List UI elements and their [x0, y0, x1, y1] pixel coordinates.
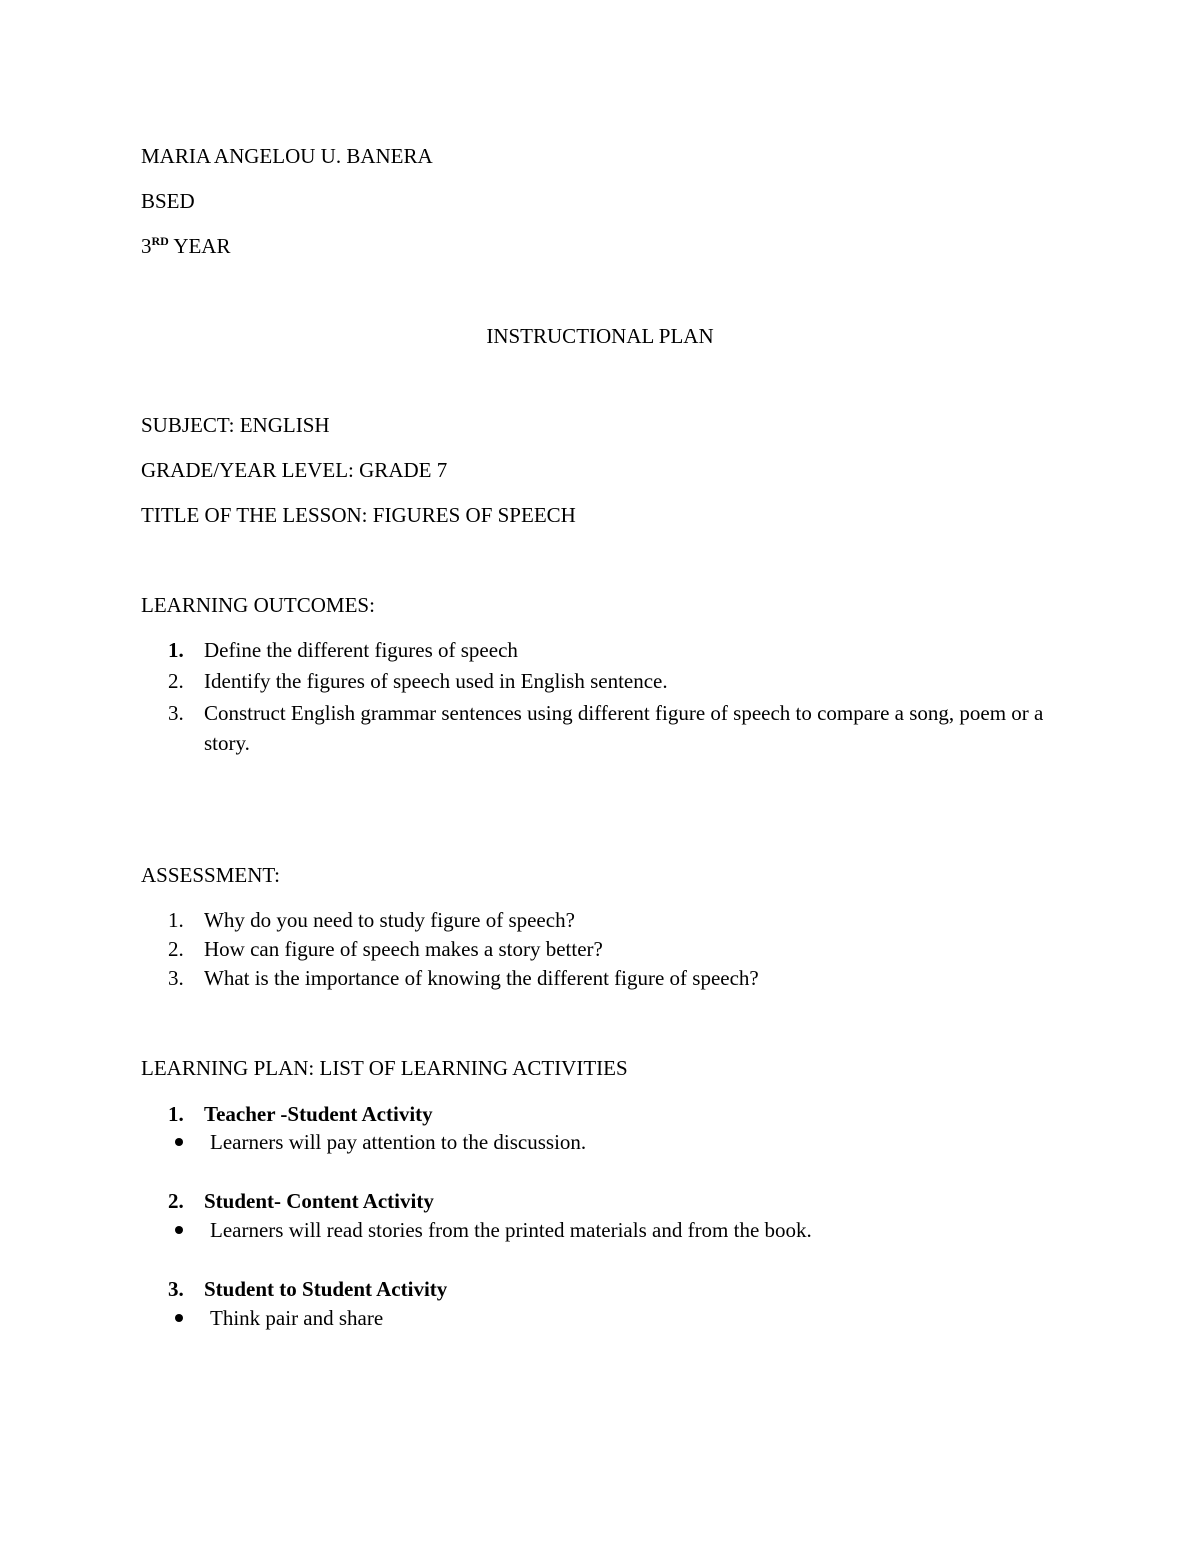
assessment-number: 1.: [168, 908, 184, 932]
activity-title: [141, 1101, 433, 1127]
bullet-dot-icon: [175, 1314, 183, 1322]
activity-bullet-text: Learners will pay attention to the discussion.: [210, 1130, 587, 1154]
activity-number: 2.: [168, 1189, 184, 1213]
assessment-text: Why do you need to study figure of speech?: [204, 908, 575, 932]
outcome-number: 3.: [168, 701, 184, 725]
activity-title: [141, 1188, 434, 1214]
outcome-item: [141, 698, 1071, 758]
grade-line: GRADE/YEAR LEVEL: GRADE 7: [141, 458, 448, 482]
outcome-number: 1.: [168, 638, 184, 662]
activity-bullet-text: Think pair and share: [210, 1306, 384, 1330]
year-number: 3: [141, 234, 152, 258]
activity-title-text: Teacher -Student Activity: [204, 1102, 433, 1126]
outcome-number: 2.: [168, 669, 184, 693]
assessment-item: [141, 934, 1071, 964]
outcome-text: Construct English grammar sentences using different figure of speech to compare a song, poem or a story.: [204, 701, 1044, 755]
outcome-text: Define the different figures of speech: [204, 638, 518, 662]
year-level: [141, 233, 230, 259]
outcomes-heading: LEARNING OUTCOMES:: [141, 593, 375, 617]
activity-number: 3.: [168, 1277, 184, 1301]
assessment-text: How can figure of speech makes a story better?: [204, 937, 603, 961]
assessment-text: What is the importance of knowing the different figure of speech?: [204, 966, 759, 990]
assessment-item: [141, 905, 1071, 935]
lesson-title-line: TITLE OF THE LESSON: FIGURES OF SPEECH: [141, 503, 576, 527]
course: BSED: [141, 189, 195, 213]
assessment-number: 3.: [168, 966, 184, 990]
activity-title-text: Student- Content Activity: [204, 1189, 434, 1213]
document-title: INSTRUCTIONAL PLAN: [486, 324, 714, 348]
assessment-heading: ASSESSMENT:: [141, 863, 280, 887]
outcome-text: Identify the figures of speech used in English sentence.: [204, 669, 668, 693]
activity-number: 1.: [168, 1102, 184, 1126]
activity-title: [141, 1276, 447, 1302]
activity-bullet-text: Learners will read stories from the printed materials and from the book.: [210, 1218, 812, 1242]
year-suffix: RD: [151, 234, 169, 248]
activity-bullet: [141, 1129, 586, 1155]
assessment-item: [141, 963, 1071, 993]
outcome-item: [141, 666, 1071, 696]
outcome-item: [141, 635, 1071, 665]
author-name: MARIA ANGELOU U. BANERA: [141, 144, 433, 168]
year-word: YEAR: [168, 234, 231, 258]
learning-plan-heading: LEARNING PLAN: LIST OF LEARNING ACTIVITIES: [141, 1056, 628, 1080]
bullet-dot-icon: [175, 1226, 183, 1234]
activity-title-text: Student to Student Activity: [204, 1277, 448, 1301]
assessment-number: 2.: [168, 937, 184, 961]
activity-bullet: [141, 1305, 383, 1331]
bullet-dot-icon: [175, 1138, 183, 1146]
activity-bullet: [141, 1217, 812, 1243]
subject-line: SUBJECT: ENGLISH: [141, 413, 330, 437]
